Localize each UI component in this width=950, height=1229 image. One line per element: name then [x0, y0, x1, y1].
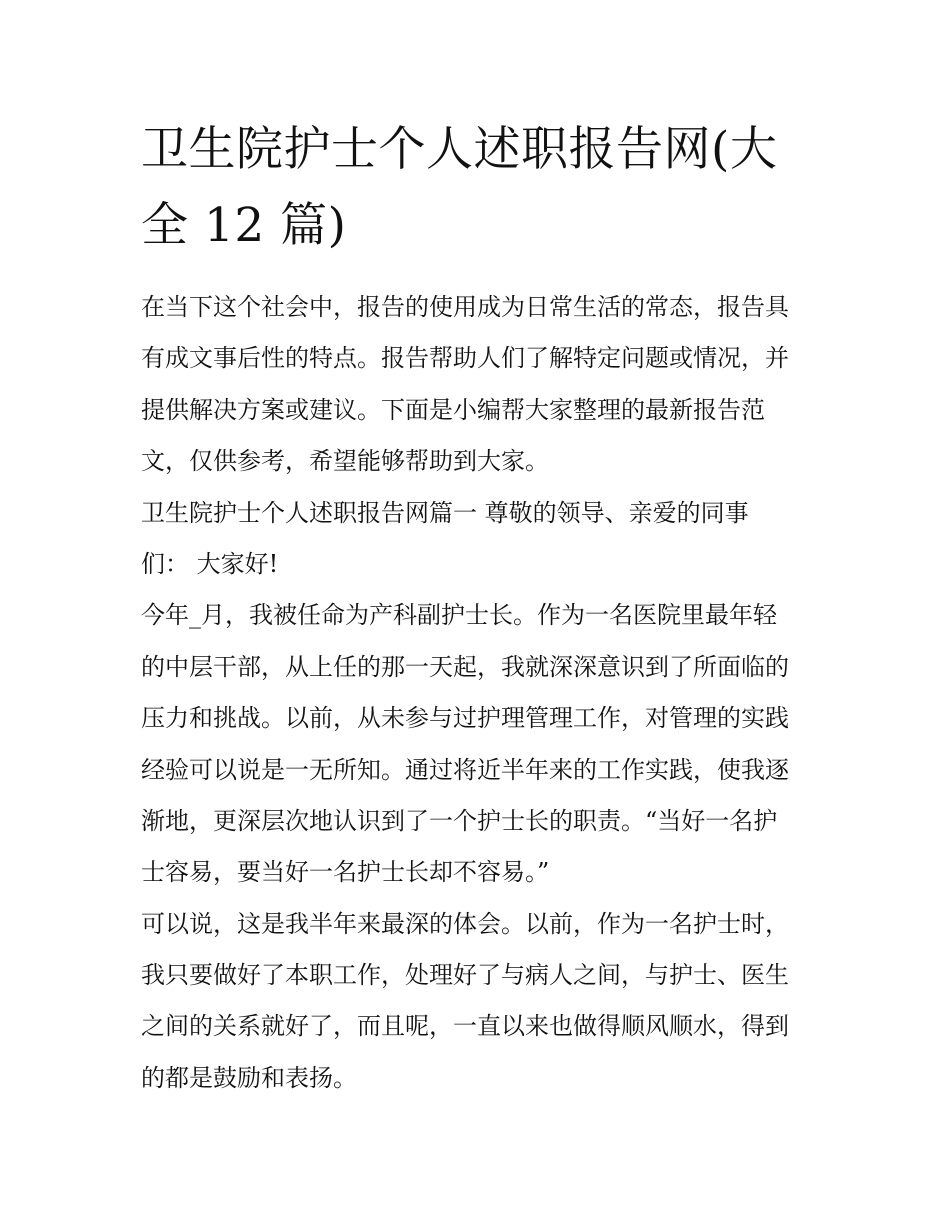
body-line: 的都是鼓励和表扬。: [141, 1063, 357, 1092]
body-line: 的中层干部，从上任的那一天起，我就深深意识到了所面临的: [141, 652, 789, 681]
body-line: 有成文事后性的特点。报告帮助人们了解特定问题或情况，并: [141, 344, 789, 373]
body-line: 压力和挑战。以前，从未参与过护理管理工作，对管理的实践: [141, 704, 789, 733]
body-line: 在当下这个社会中，报告的使用成为日常生活的常态，报告具: [141, 293, 789, 321]
title-line: 卫生院护士个人述职报告网(大: [141, 122, 778, 177]
body-line: 提供解决方案或建议。下面是小编帮大家整理的最新报告范: [141, 395, 765, 424]
document-title: [141, 112, 813, 264]
body-line: 士容易，要当好一名护士长却不容易。”: [141, 858, 550, 887]
body-line: 卫生院护士个人述职报告网篇一 尊敬的领导、亲爱的同事: [141, 498, 749, 527]
body-line: 今年_月，我被任命为产科副护士长。作为一名医院里最年轻: [141, 601, 777, 630]
body-line: 渐地，更深层次地认识到了一个护士长的职责。“当好一名护: [141, 806, 778, 835]
document-content: [141, 112, 813, 1104]
body-line: 之间的关系就好了，而且呢，一直以来也做得顺风顺水，得到: [141, 1012, 789, 1041]
body-line: 们： 大家好!: [141, 549, 279, 578]
body-line: 我只要做好了本职工作，处理好了与病人之间，与护士、医生: [141, 961, 789, 990]
body-line: 文，仅供参考，希望能够帮助到大家。: [141, 447, 549, 476]
title-line: 全 12 篇): [141, 198, 347, 253]
body-line: 经验可以说是一无所知。通过将近半年来的工作实践，使我逐: [141, 755, 789, 784]
document-body: [141, 282, 813, 1104]
body-line: 可以说，这是我半年来最深的体会。以前，作为一名护士时，: [141, 909, 789, 938]
